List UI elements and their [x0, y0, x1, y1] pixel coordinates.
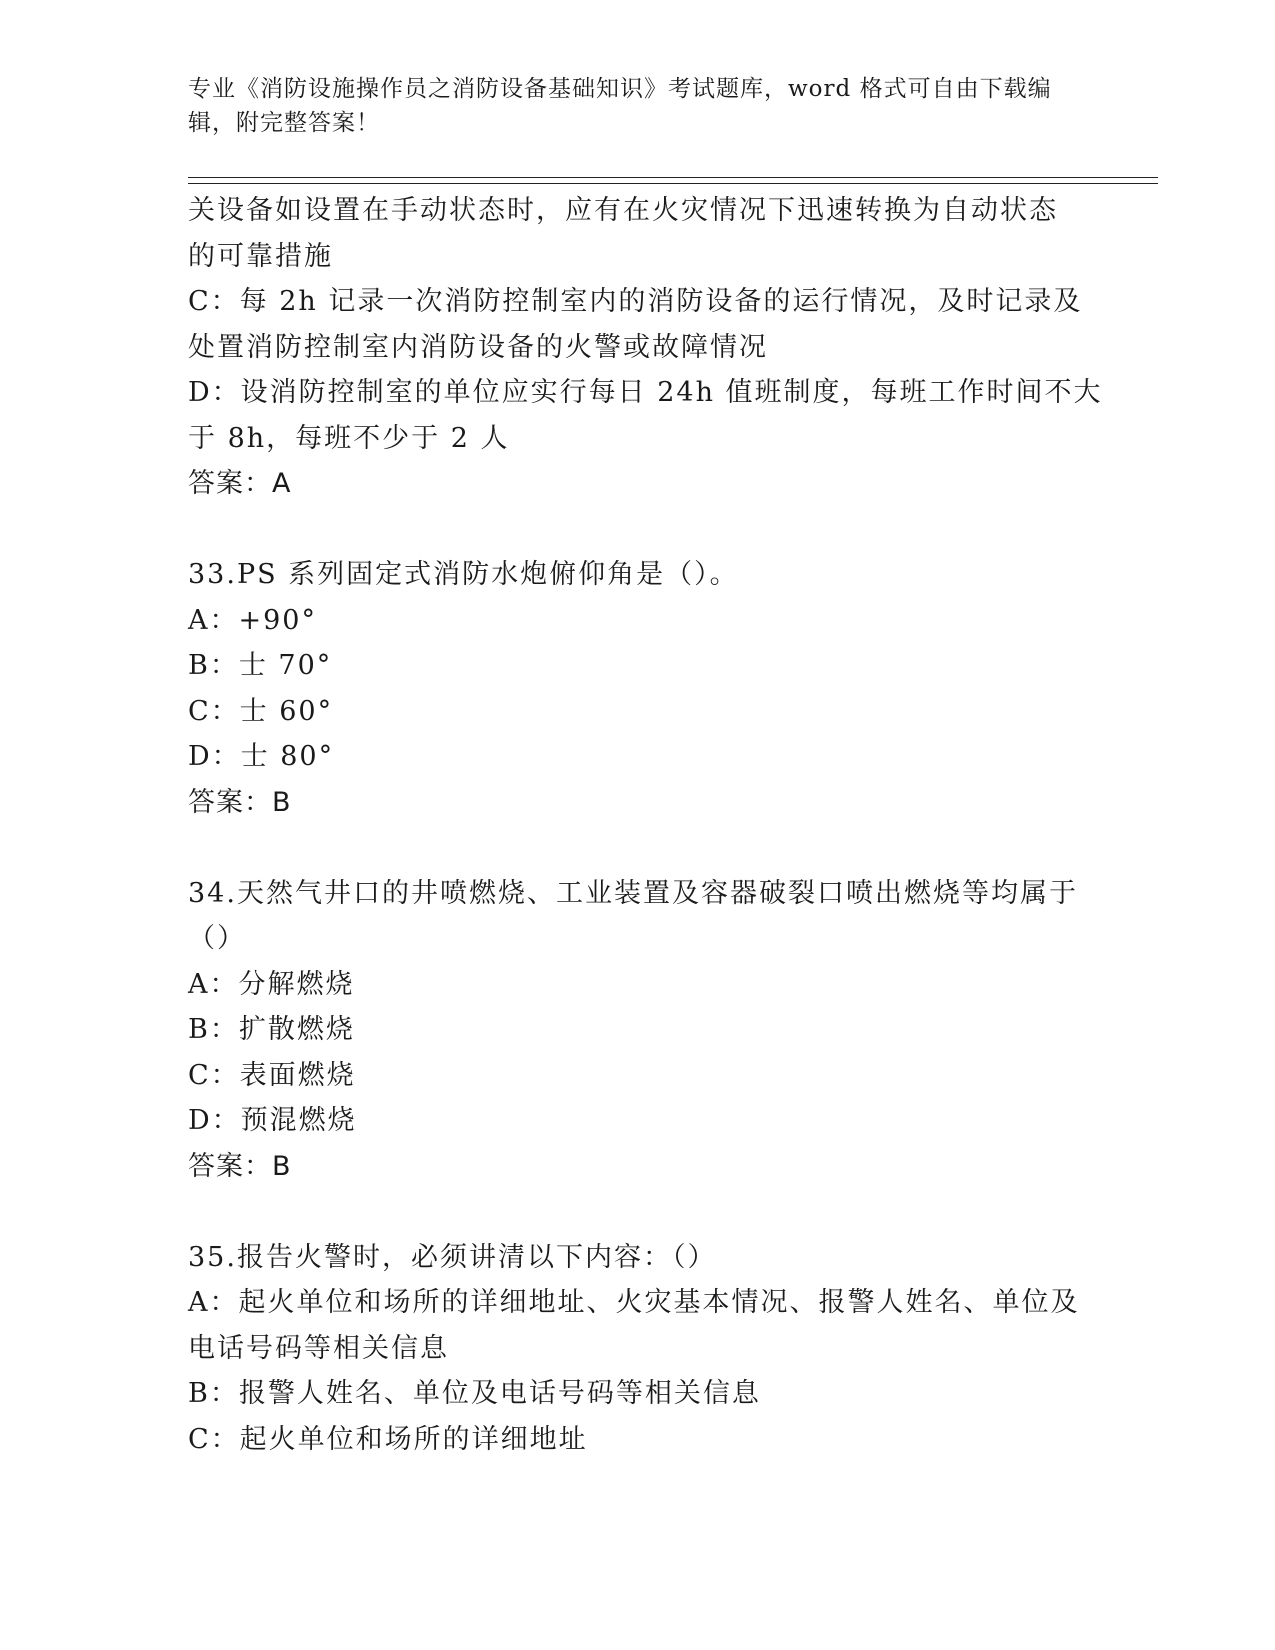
- option-a-line-2: 电话号码等相关信息: [188, 1332, 449, 1364]
- option-c: C：表面燃烧: [188, 1059, 356, 1091]
- option-a-line-1: A：起火单位和场所的详细地址、火灾基本情况、报警人姓名、单位及: [188, 1287, 1080, 1318]
- option-c: C：士 60°: [188, 695, 334, 727]
- option-d: D：士 80°: [188, 741, 335, 772]
- question-content: [188, 188, 1103, 1462]
- option-b: B：报警人姓名、单位及电话号码等相关信息: [188, 1378, 761, 1409]
- header-line-2: 辑，附完整答案！: [188, 110, 380, 136]
- header-line-1: 专业《消防设施操作员之消防设备基础知识》考试题库，word 格式可自由下载编: [188, 76, 1052, 102]
- option-b: B：士 70°: [188, 650, 333, 681]
- answer: 答案：B: [188, 1150, 292, 1182]
- answer: 答案：A: [188, 468, 292, 499]
- spacer: [188, 1189, 1088, 1235]
- question-32-continuation: [188, 188, 1103, 507]
- header-divider-top: [188, 177, 1158, 178]
- option-b-continuation-line-2: 的可靠措施: [188, 240, 333, 272]
- option-a: A：分解燃烧: [188, 968, 355, 1000]
- option-b-continuation-line-1: 关设备如设置在手动状态时，应有在火灾情况下迅速转换为自动状态: [188, 195, 1058, 226]
- option-d-line-2: 于 8h，每班不少于 2 人: [188, 422, 510, 454]
- spacer: [188, 507, 1088, 553]
- page-header: [188, 72, 1088, 140]
- question-text-line-2: （）: [188, 923, 246, 954]
- option-c-line-2: 处置消防控制室内消防设备的火警或故障情况: [188, 331, 768, 363]
- question-35: [188, 1235, 1088, 1463]
- question-text-line-1: 34.天然气井口的井喷燃烧、工业装置及容器破裂口喷出燃烧等均属于: [188, 877, 1078, 909]
- option-d-line-1: D：设消防控制室的单位应实行每日 24h 值班制度，每班工作时间不大: [188, 377, 1103, 408]
- option-b: B：扩散燃烧: [188, 1014, 355, 1045]
- spacer: [188, 825, 1088, 871]
- question-text: 35.报告火警时，必须讲清以下内容：（）: [188, 1241, 717, 1273]
- answer: 答案：B: [188, 786, 292, 818]
- question-text: 33.PS 系列固定式消防水炮俯仰角是（）。: [188, 559, 739, 590]
- option-c: C：起火单位和场所的详细地址: [188, 1423, 588, 1455]
- question-34: [188, 871, 1088, 1190]
- option-c-line-1: C：每 2h 记录一次消防控制室内的消防设备的运行情况，及时记录及: [188, 286, 1083, 317]
- option-a: A：+90°: [188, 604, 317, 636]
- option-d: D：预混燃烧: [188, 1105, 357, 1136]
- question-33: [188, 552, 1088, 825]
- header-divider-bottom: [188, 183, 1158, 184]
